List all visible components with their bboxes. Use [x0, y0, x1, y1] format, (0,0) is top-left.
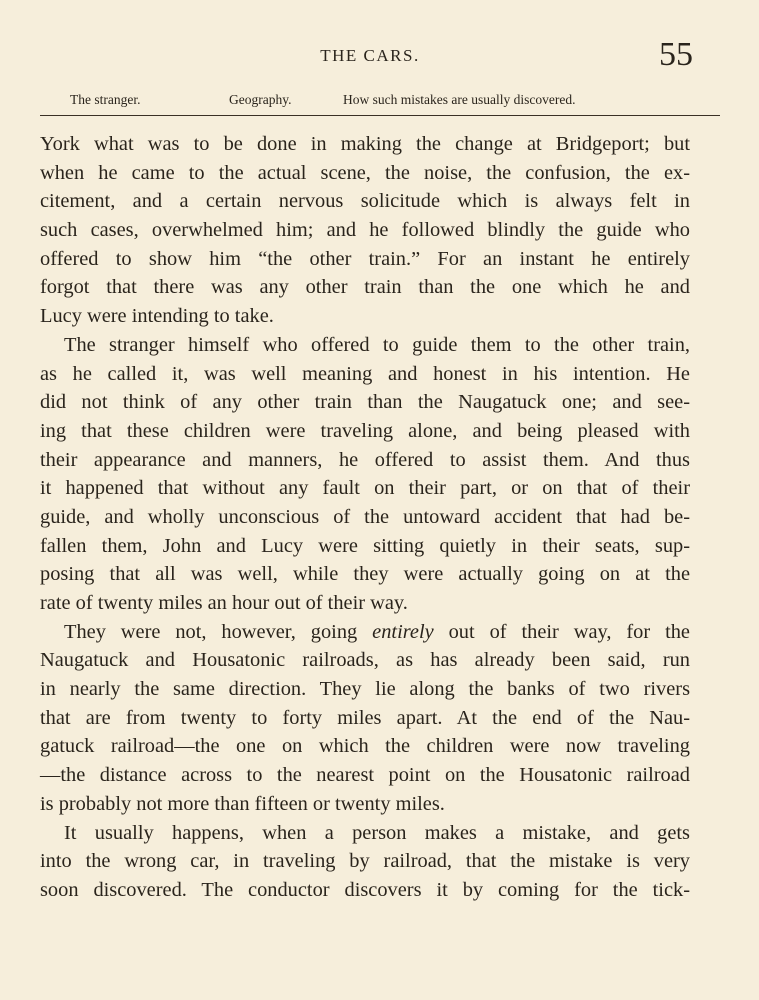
text-line: offered to show him “the other train.” For an instant he entirely — [40, 247, 690, 270]
text-line: that are from twenty to forty miles apart. At the end of the Nau- — [40, 706, 690, 729]
page-number: 55 — [659, 36, 693, 73]
text-line: rate of twenty miles an hour out of their way. — [40, 592, 408, 614]
running-head — [0, 36, 759, 74]
text-line: is probably not more than fifteen or twenty miles. — [40, 792, 445, 815]
text-line-with-emphasis — [40, 618, 690, 647]
running-title: THE CARS. — [320, 46, 420, 65]
text-line: —the distance across to the nearest point on the Housatonic railroad — [40, 764, 690, 787]
text-line: it happened that without any fault on their part, or on that of their — [40, 477, 690, 500]
header-rule — [40, 115, 720, 116]
text-line: Lucy were intending to take. — [40, 305, 274, 328]
text-line: citement, and a certain nervous solicitude which is always felt in — [40, 190, 690, 213]
text-line: in nearly the same direction. They lie along the banks of two rivers — [40, 678, 690, 701]
subheading-stranger: The stranger. — [70, 92, 141, 107]
body-text — [40, 130, 690, 905]
text-line: gatuck railroad—the one on which the children were now traveling — [40, 735, 690, 758]
text-segment: out of their way, for the — [433, 620, 690, 643]
text-line: The stranger himself who offered to guide them to the other train, — [64, 333, 690, 356]
text-line: did not think of any other train than the Naugatuck one; and see- — [40, 391, 690, 414]
text-line: posing that all was well, while they were actually going on at the — [40, 563, 690, 586]
text-line: ing that these children were traveling alone, and being pleased with — [40, 419, 690, 442]
text-line: into the wrong car, in traveling by railroad, that the mistake is very — [40, 850, 690, 873]
text-line: such cases, overwhelmed him; and he followed blindly the guide who — [40, 219, 690, 242]
text-line: soon discovered. The conductor discovers it by coming for the tick- — [40, 878, 690, 901]
text-line: their appearance and manners, he offered to assist them. And thus — [40, 448, 690, 471]
emphasized-word: entirely — [372, 620, 434, 643]
text-line: It usually happens, when a person makes a mistake, and gets — [64, 821, 690, 844]
text-segment: They were not, however, going — [64, 620, 373, 643]
text-line: Naugatuck and Housatonic railroads, as has already been said, run — [40, 649, 690, 672]
text-line: fallen them, John and Lucy were sitting quietly in their seats, sup- — [40, 534, 690, 557]
subheading-mistakes: How such mistakes are usually discovered. — [343, 92, 576, 107]
text-line: York what was to be done in making the change at Bridgeport; but — [40, 133, 690, 155]
text-line: forgot that there was any other train than the one which he and — [40, 276, 690, 299]
text-line: when he came to the actual scene, the noise, the confusion, the ex- — [40, 161, 690, 184]
subheading-geography: Geography. — [229, 92, 292, 107]
text-line: guide, and wholly unconscious of the untoward accident that had be- — [40, 505, 690, 528]
text-line: as he called it, was well meaning and honest in his intention. He — [40, 362, 690, 385]
marginal-subheadings — [0, 92, 759, 110]
